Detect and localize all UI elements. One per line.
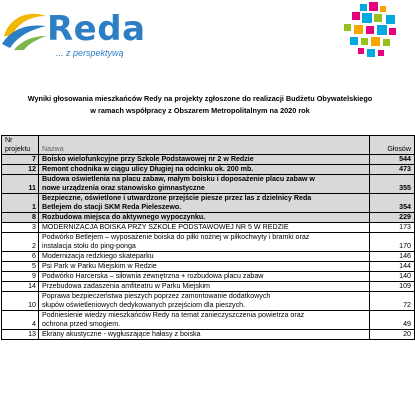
table-row — [2, 272, 415, 282]
project-name-line: Psi Park w Parku Miejskim w Redzie — [42, 262, 157, 270]
project-number: 13 — [2, 330, 39, 340]
logo-tagline: ... z perspektywą — [56, 48, 124, 58]
project-name-line: Betlejem do stacji SKM Reda Pieleszewo. — [42, 203, 182, 211]
project-number: 7 — [2, 155, 39, 165]
metropolitan-emblem-icon — [336, 0, 400, 62]
table-row — [2, 213, 415, 223]
table-row — [2, 175, 415, 194]
project-number: 4 — [2, 311, 39, 330]
title-line-1: Wyniki głosowania mieszkańców Redy na projekty zgłoszone do realizacji Budżetu Obywatelskiego — [27, 94, 373, 103]
project-number: 3 — [2, 223, 39, 233]
project-name-line: Podwórko Betlejem – wyposażenie boiska do piłki nożnej w piłkochwyty i bramki oraz — [42, 233, 310, 241]
project-name — [39, 213, 370, 223]
project-name — [39, 165, 370, 175]
project-name — [39, 292, 370, 311]
table-row — [2, 292, 415, 311]
project-number: 6 — [2, 252, 39, 262]
project-name-line: nowe urządzenia oraz stanowisko gimnastyczne — [42, 184, 205, 192]
vote-count: 354 — [370, 194, 415, 213]
table-row — [2, 233, 415, 252]
vote-count: 473 — [370, 165, 415, 175]
project-name — [39, 233, 370, 252]
project-name-line: Modernizacja redzkiego skateparku — [42, 252, 154, 260]
vote-count: 146 — [370, 252, 415, 262]
project-number: 2 — [2, 233, 39, 252]
document-title — [0, 93, 400, 116]
project-name-line: Bezpieczne, oświetlone i utwardzone przejście piesze przez las z dzielnicy Reda — [42, 194, 312, 202]
vote-count: 109 — [370, 282, 415, 292]
results-table — [1, 135, 415, 340]
project-name-line: ochrona przed smogiem. — [42, 320, 121, 328]
vote-count: 229 — [370, 213, 415, 223]
vote-count: 20 — [370, 330, 415, 340]
project-number: 12 — [2, 165, 39, 175]
project-number: 5 — [2, 262, 39, 272]
project-name-line: Podwórko Harcerska – siłownia zewnętrzna + rozbudowa placu zabaw — [42, 272, 264, 280]
vote-count: 355 — [370, 175, 415, 194]
project-name — [39, 282, 370, 292]
project-name — [39, 330, 370, 340]
project-name-line: Budowa oświetlenia na placu zabaw, małym boisku i doposażenie placu zabaw w — [42, 175, 315, 183]
project-name-line: MODERNIZACJA BOISKA PRZY SZKOLE PODSTAWOWEJ NR 5 W REDZIE — [42, 223, 289, 231]
project-name — [39, 223, 370, 233]
project-number: 8 — [2, 213, 39, 223]
project-name-line: Remont chodnika w ciągu ulicy Długiej na odcinku ok. 200 mb. — [42, 165, 254, 173]
reda-logo — [0, 2, 150, 60]
logo-wordmark: Reda — [47, 9, 146, 49]
logo-swirl-icon — [0, 6, 50, 52]
project-name-line: Boisko wielofunkcyjne przy Szkole Podstawowej nr 2 w Redzie — [42, 155, 254, 163]
title-line-2: w ramach współpracy z Obszarem Metropolitalnym na 2020 rok — [90, 105, 310, 115]
project-name — [39, 155, 370, 165]
table-header-row — [2, 136, 415, 155]
project-name — [39, 252, 370, 262]
project-name — [39, 175, 370, 194]
project-number: 1 — [2, 194, 39, 213]
project-name-line: Poprawa bezpieczeństwa pieszych poprzez zamontowanie dodatkowych — [42, 292, 271, 300]
project-number: 11 — [2, 175, 39, 194]
project-name-line: Podniesienie wiedzy mieszkańców Redy na temat zanieczyszczenia powietrza oraz — [42, 311, 305, 319]
project-name-line: Rozbudowa miejsca do aktywnego wypoczynku. — [42, 213, 206, 221]
vote-count: 140 — [370, 272, 415, 282]
vote-count: 49 — [370, 311, 415, 330]
project-number: 9 — [2, 272, 39, 282]
table-row — [2, 223, 415, 233]
vote-count: 173 — [370, 223, 415, 233]
table-row — [2, 311, 415, 330]
table-row — [2, 155, 415, 165]
vote-count: 170 — [370, 233, 415, 252]
project-name — [39, 311, 370, 330]
project-name — [39, 272, 370, 282]
table-row — [2, 262, 415, 272]
project-number: 10 — [2, 292, 39, 311]
vote-count: 144 — [370, 262, 415, 272]
table-row — [2, 252, 415, 262]
table-row — [2, 194, 415, 213]
header-nr: Nr projektu — [2, 136, 39, 155]
project-name-line: słupów oświetleniowych dedykowanych przejściom dla pieszych. — [42, 301, 246, 309]
table-row — [2, 330, 415, 340]
project-name-line: Ekrany akustyczne - wygłuszające hałasy z boiska — [42, 330, 201, 338]
header-name: Nazwa — [39, 136, 370, 155]
project-number: 14 — [2, 282, 39, 292]
table-row — [2, 282, 415, 292]
project-name-line: instalacja stołu do ping-ponga — [42, 242, 136, 250]
vote-count: 544 — [370, 155, 415, 165]
table-row — [2, 165, 415, 175]
vote-count: 72 — [370, 292, 415, 311]
header-votes: Głosów — [370, 136, 415, 155]
project-name — [39, 262, 370, 272]
project-name-line: Przebudowa zadaszenia amfiteatru w Parku Miejskim — [42, 282, 210, 290]
project-name — [39, 194, 370, 213]
